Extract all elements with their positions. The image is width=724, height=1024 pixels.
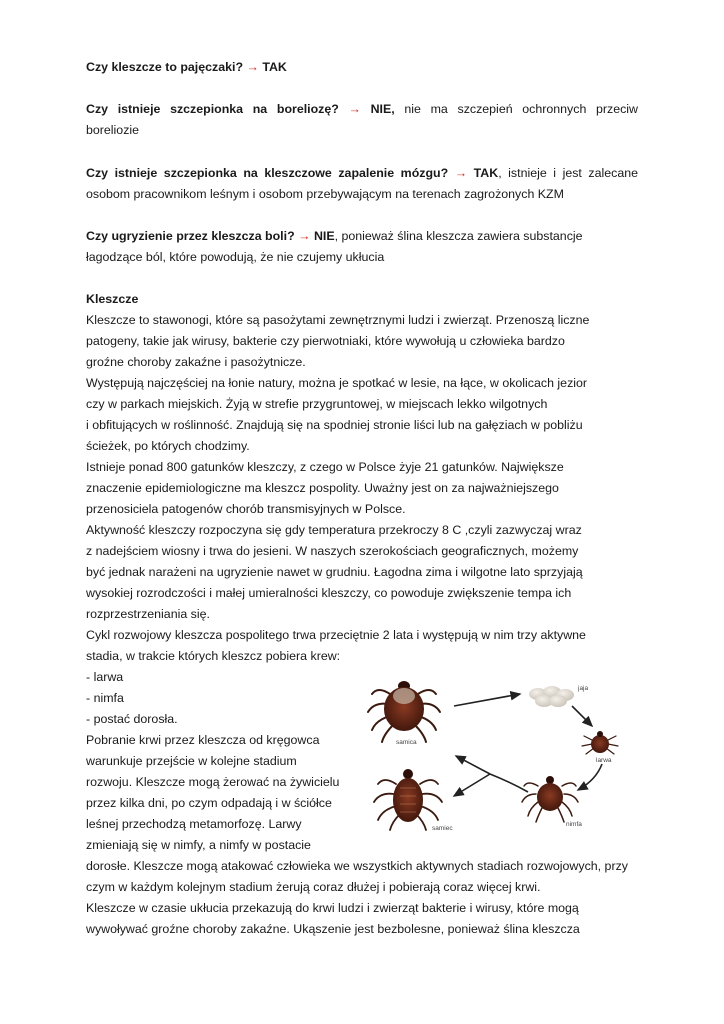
body-line: i obfitujących w roślinność. Znajdują się na spodniej stronie liści lub na gałęziach w pobliżu [86, 418, 583, 432]
body-line: rozprzestrzeniania się. [86, 607, 210, 621]
eggs-image [529, 686, 574, 707]
qa-line-2 [86, 101, 638, 117]
eggs-label: jaja [578, 685, 589, 692]
answer-detail: , istnieje i jest zalecane [498, 166, 638, 180]
body-line: rozwoju. Kleszcze mogą żerować na żywicielu [86, 775, 340, 789]
body-line: Kleszcze to stawonogi, które są pasożytami zewnętrznymi ludzi i zwierząt. Przenoszą liczne [86, 313, 590, 327]
question-text: Czy istnieje szczepionka na boreliozę? [86, 102, 339, 116]
body-line: z nadejściem wiosny i trwa do jesieni. W naszych szerokościach geograficznych, możemy [86, 544, 579, 558]
arrow-icon: → [348, 102, 361, 116]
body-line: przenosiciela patogenów chorób transmisyjnych w Polsce. [86, 502, 406, 516]
male-label: samiec [432, 825, 453, 832]
answer-detail-cont: boreliozie [86, 123, 140, 137]
qa-line-3 [86, 165, 638, 181]
question-text: Czy istnieje szczepionka na kleszczowe zapalenie mózgu? [86, 166, 449, 180]
answer-text: TAK [473, 166, 499, 180]
cycle-arrows [454, 694, 602, 796]
body-line: stadia, w trakcie których kleszcz pobiera krew: [86, 649, 341, 663]
body-line: wywoływać groźne choroby zakaźne. Ukąszenie jest bezbolesne, ponieważ ślina kleszcza [86, 922, 580, 936]
body-line: czym w każdym kolejnym stadium żerują coraz dłużej i pobierają coraz więcej krwi. [86, 880, 541, 894]
body-line: leśnej przechodzą metamorfozę. Larwy [86, 817, 302, 831]
male-tick-image [374, 769, 442, 830]
answer-detail: nie ma szczepień ochronnych przeciw [404, 102, 639, 116]
answer-detail-cont: łagodzące ból, które powodują, że nie czujemy ukłucia [86, 250, 385, 264]
answer-text: TAK [262, 60, 287, 74]
arrow-icon: → [246, 60, 259, 74]
body-line: Pobranie krwi przez kleszcza od kręgowca [86, 733, 320, 747]
body-line: Cykl rozwojowy kleszcza pospolitego trwa przeciętnie 2 lata i występują w nim trzy aktywne [86, 628, 586, 642]
qa-line-1 [86, 59, 287, 75]
body-line: Kleszcze w czasie ukłucia przekazują do krwi ludzi i zwierząt bakterie i wirusy, które mogą [86, 901, 579, 915]
body-line: czy w parkach miejskich. Żyją w strefie przygruntowej, w miejscach lekko wilgotnych [86, 397, 548, 411]
nymph-tick-image [522, 776, 578, 822]
arrow-icon: → [454, 166, 468, 180]
nymph-label: nimfa [566, 821, 582, 828]
female-label: samica [396, 739, 417, 746]
larva-label: larwa [596, 757, 612, 764]
list-item: - postać dorosła. [86, 712, 178, 726]
body-line: zmieniają się w nimfy, a nimfy w postacie [86, 838, 311, 852]
list-item: - larwa [86, 670, 124, 684]
body-line: warunkuje przejście w kolejne stadium [86, 754, 297, 768]
body-line: dorosłe. Kleszcze mogą atakować człowieka we wszystkich aktywnych stadiach rozwojowych, przy [86, 859, 628, 873]
body-line: być jednak narażeni na ugryzienie nawet w grudniu. Łagodna zima i wilgotne lato sprzyjają [86, 565, 583, 579]
qa-line-4 [86, 228, 583, 244]
answer-text: NIE, [370, 102, 395, 116]
answer-detail: , ponieważ ślina kleszcza zawiera substancje [334, 229, 583, 243]
body-line: Istnieje ponad 800 gatunków kleszczy, z czego w Polsce żyje 21 gatunków. Największe [86, 460, 564, 474]
answer-detail-cont: osobom pracownikom leśnym i osobom przebywającym na terenach zagrożonych KZM [86, 187, 564, 201]
body-line: ścieżek, po których chodzimy. [86, 439, 250, 453]
female-tick-image [368, 681, 440, 742]
body-line: patogeny, takie jak wirusy, bakterie czy pierwotniaki, które wywołują u człowieka bardzo [86, 334, 565, 348]
question-text: Czy kleszcze to pajęczaki? [86, 60, 244, 74]
body-line: znaczenie epidemiologiczne ma kleszcz pospolity. Uważny jest on za najważniejszego [86, 481, 559, 495]
body-line: Aktywność kleszczy rozpoczyna się gdy temperatura przekroczy 8 C ,czyli zazwyczaj wraz [86, 523, 582, 537]
tick-life-cycle-figure [360, 664, 636, 840]
section-heading: Kleszcze [86, 292, 139, 306]
arrow-icon: → [298, 229, 311, 243]
question-text: Czy ugryzienie przez kleszcza boli? [86, 229, 295, 243]
answer-text: NIE [313, 229, 335, 243]
larva-tick-image [582, 731, 618, 754]
body-line: przez kilka dni, po czym odpadają i w ściółce [86, 796, 332, 810]
body-line: Występują najczęściej na łonie natury, można je spotkać w lesie, na łące, w okolicach jezior [86, 376, 588, 390]
body-line: wysokiej rozrodczości i małej umieralności kleszczy, co powoduje zwiększenie tempa ich [86, 586, 572, 600]
list-item: - nimfa [86, 691, 124, 705]
body-line: groźne choroby zakaźne i pasożytnicze. [86, 355, 306, 369]
